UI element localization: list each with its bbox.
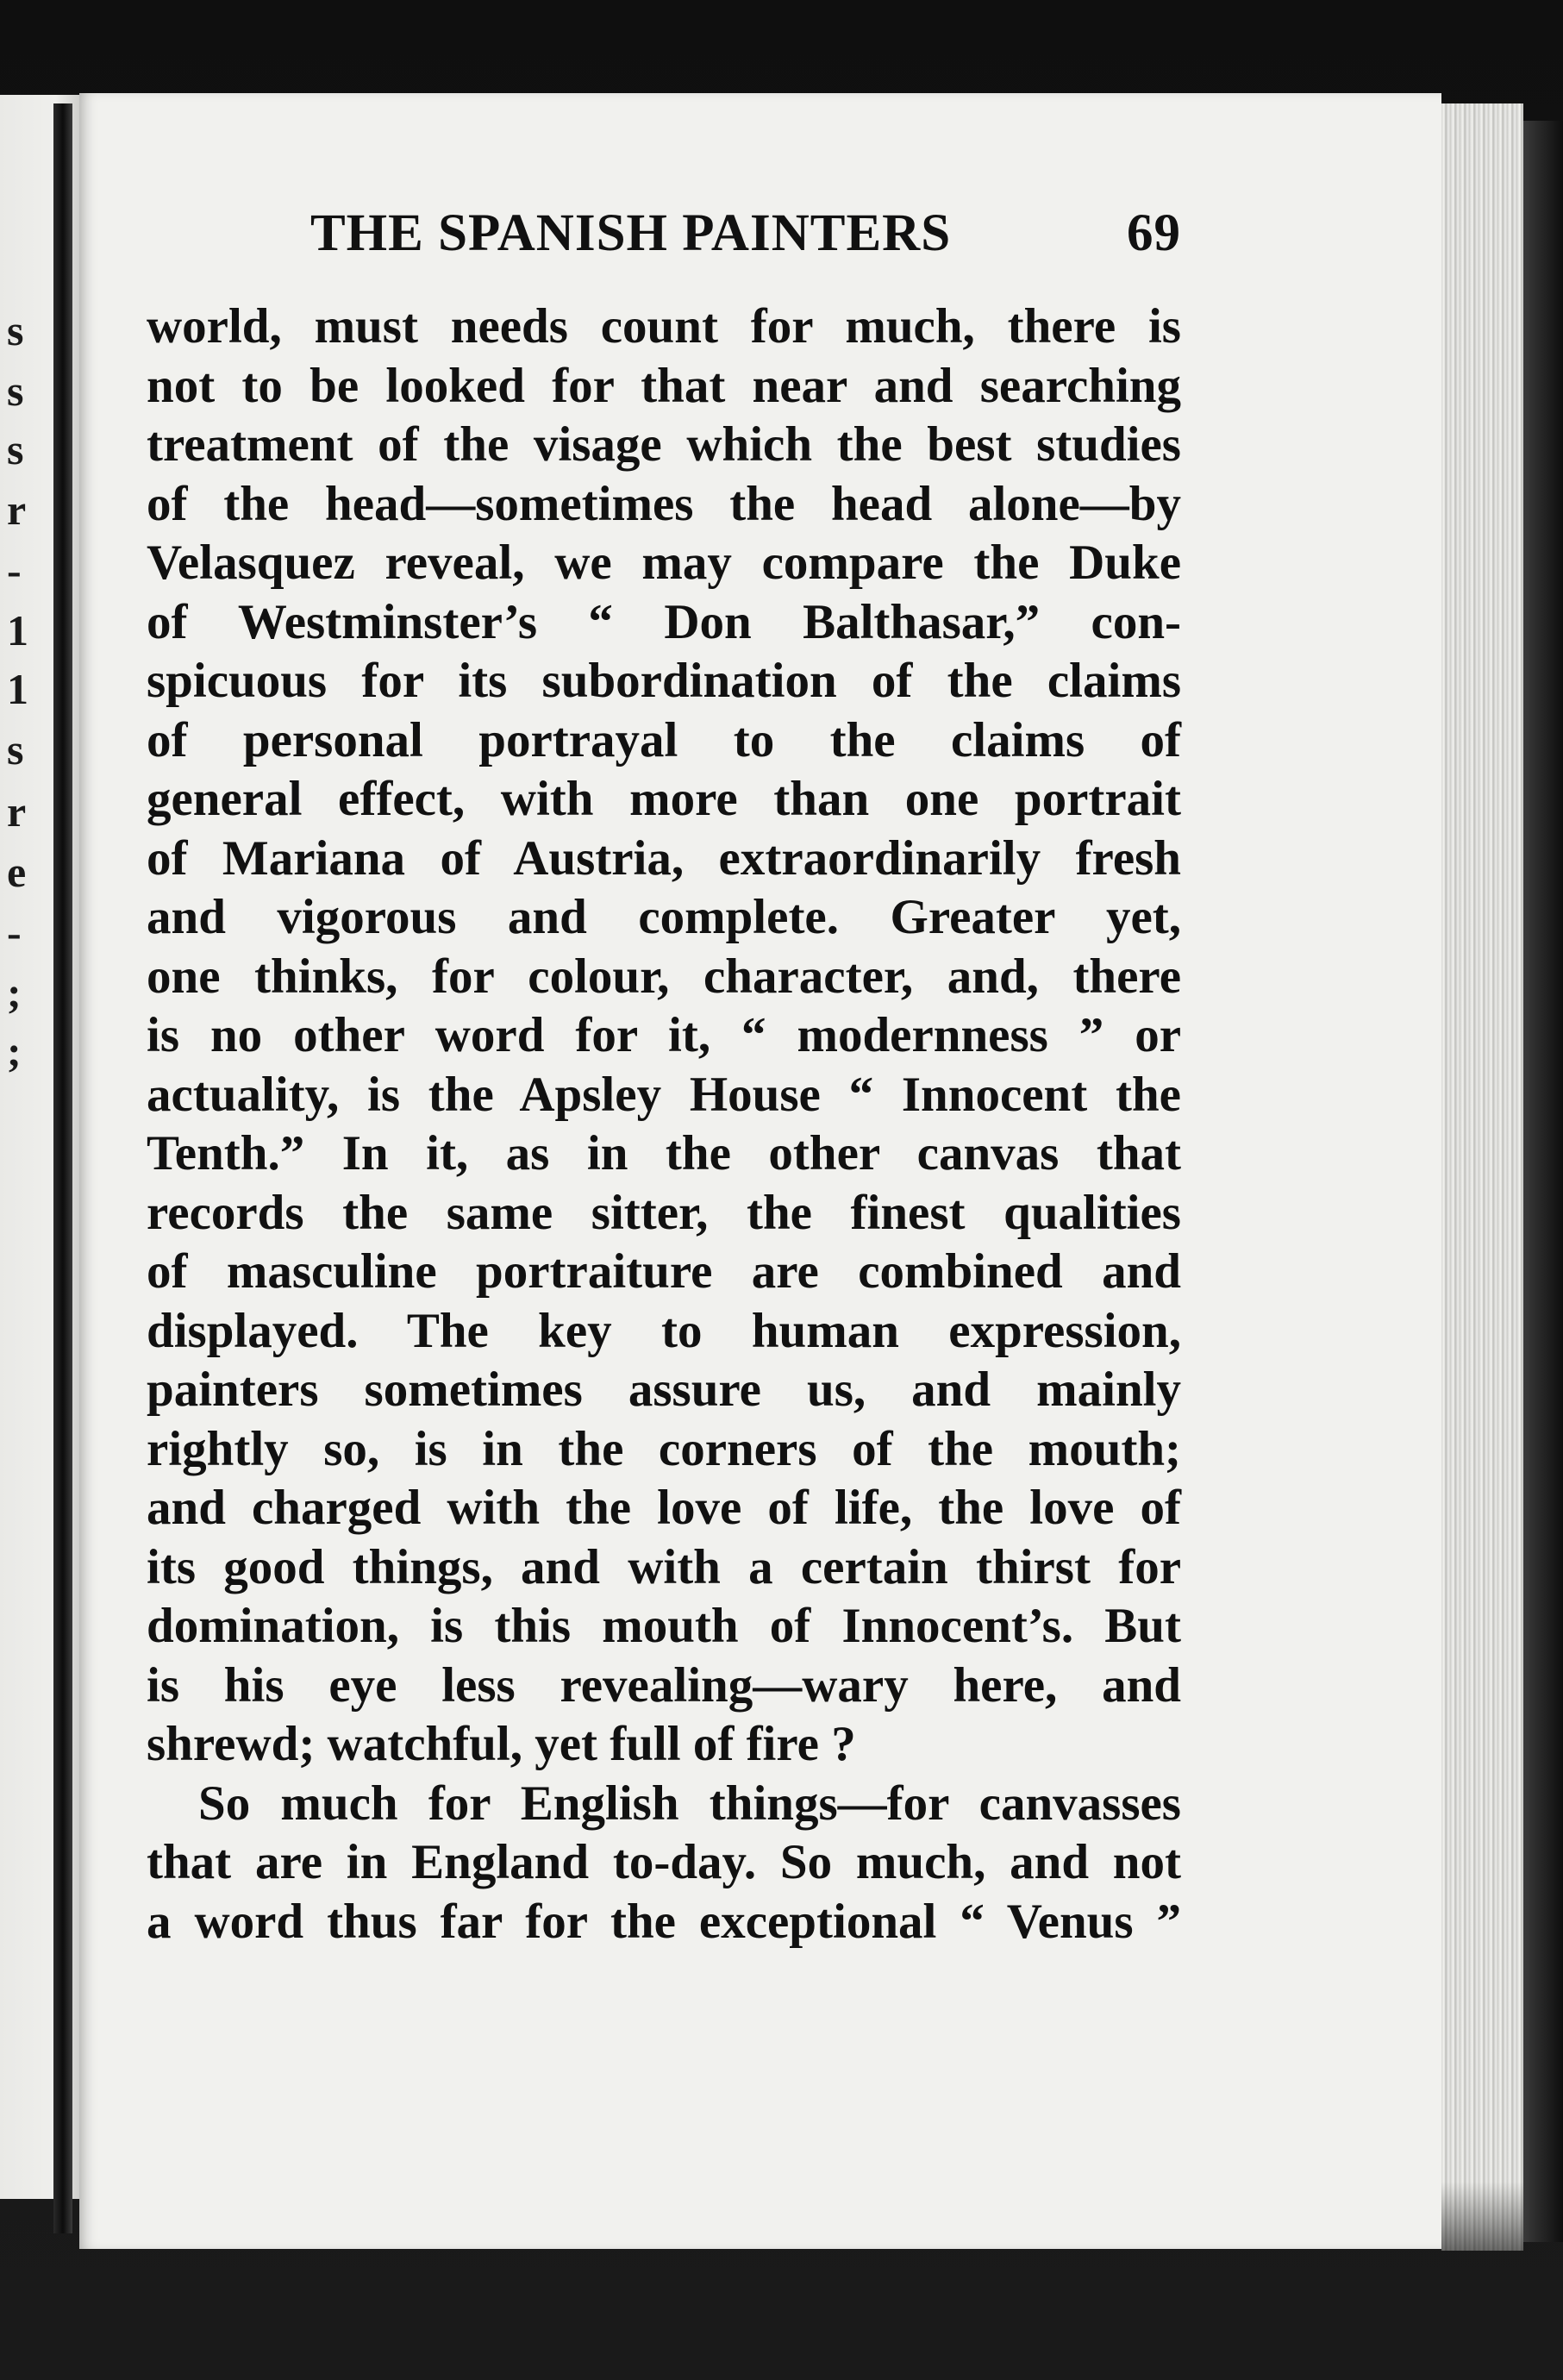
- book-spine-gutter: [53, 103, 72, 2233]
- left-page-fragment: 1: [7, 606, 28, 654]
- left-page-fragment: -: [7, 546, 22, 594]
- left-page-fragment: -: [7, 908, 22, 956]
- text-line: records the same sitter, the finest qualities: [147, 1185, 1181, 1240]
- text-line: that are in England to-day. So much, and not: [147, 1835, 1181, 1889]
- running-head-title: THE SPANISH PAINTERS: [310, 204, 952, 262]
- left-page-fragment: r: [7, 787, 27, 836]
- text-line: is no other word for it, “ modernness ” or: [147, 1008, 1181, 1062]
- text-line: and charged with the love of life, the love of: [147, 1481, 1181, 1535]
- text-line: painters sometimes assure us, and mainly: [147, 1362, 1181, 1417]
- text-line: of personal portrayal to the claims of: [147, 712, 1181, 767]
- text-line: rightly so, is in the corners of the mouth;: [147, 1421, 1181, 1476]
- text-line: Tenth.” In it, as in the other canvas that: [147, 1126, 1181, 1181]
- book-edge-shadow: [1523, 121, 1563, 2242]
- text-line: world, must needs count for much, there is: [147, 299, 1181, 354]
- text-line: of the head—sometimes the head alone—by: [147, 476, 1181, 531]
- left-page-fragment: e: [7, 848, 27, 896]
- left-page-fragment: s: [7, 425, 24, 473]
- left-page-fragment: ;: [7, 968, 22, 1017]
- text-line: of masculine portraiture are combined and: [147, 1244, 1181, 1299]
- body-text: [147, 298, 1181, 1951]
- text-line: not to be looked for that near and searching: [147, 358, 1181, 413]
- left-page-fragment: s: [7, 306, 24, 354]
- text-line: of Mariana of Austria, extraordinarily fresh: [147, 830, 1181, 886]
- text-line: actuality, is the Apsley House “ Innocent the: [147, 1067, 1181, 1122]
- text-line: Velasquez reveal, we may compare the Duke: [147, 536, 1181, 590]
- text-line: shrewd; watchful, yet full of fire ?: [147, 1717, 856, 1771]
- left-page-fragment: ;: [7, 1027, 22, 1075]
- text-line: a word thus far for the exceptional “ Venus ”: [147, 1894, 1181, 1949]
- text-line: is his eye less revealing—wary here, and: [147, 1657, 1181, 1713]
- text-line: general effect, with more than one portrait: [147, 772, 1181, 826]
- left-page-fragment: s: [7, 725, 24, 774]
- text-line: spicuous for its subordination of the claims: [147, 654, 1181, 708]
- page-stack-edge: [1441, 103, 1523, 2251]
- text-line: and vigorous and complete. Greater yet,: [147, 890, 1181, 944]
- text-line: So much for English things—for canvasses: [198, 1776, 1181, 1831]
- text-line: of Westminster’s “ Don Balthasar,” con-: [147, 594, 1181, 649]
- text-line: treatment of the visage which the best studies: [147, 417, 1181, 472]
- left-page-fragment: r: [7, 485, 27, 534]
- left-page-fragment: s: [7, 366, 24, 415]
- text-line: one thinks, for colour, character, and, there: [147, 949, 1181, 1004]
- left-page-fragment: 1: [7, 665, 28, 713]
- text-line: displayed. The key to human expression,: [147, 1303, 1181, 1358]
- text-line: its good things, and with a certain thirst for: [147, 1539, 1181, 1594]
- text-line: domination, is this mouth of Innocent’s. But: [147, 1599, 1181, 1653]
- running-head: [310, 204, 1181, 264]
- page-number: 69: [1127, 204, 1181, 262]
